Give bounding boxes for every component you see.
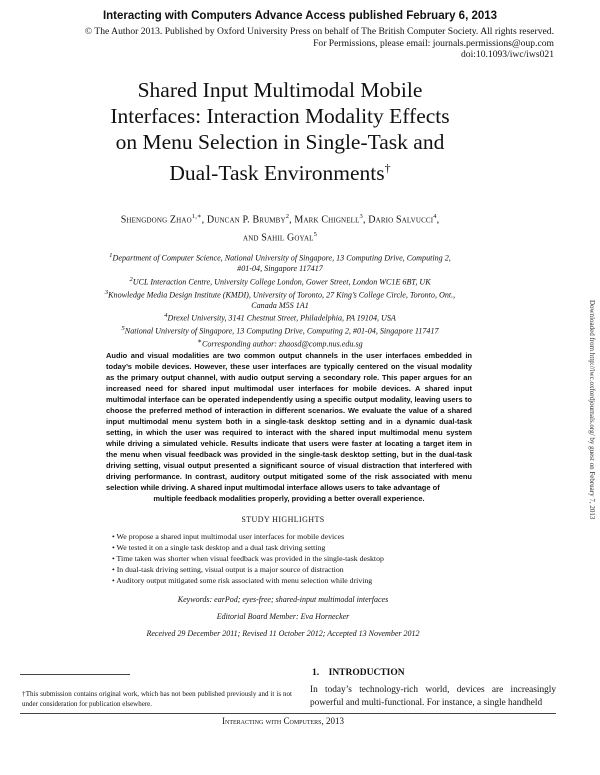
permissions-line: For Permissions, please email: journals.permissions@oup.com [313,37,554,49]
doi-line: doi:10.1093/iwc/iws021 [460,49,554,61]
title-line: Shared Input Multimodal Mobile [137,78,423,102]
paper-title [60,77,500,186]
highlight-item: • Auditory output mitigated some risk associated with menu selection while driving [112,575,552,586]
copyright-header [14,26,554,61]
abstract-last-line: multiple feedback modalities properly, providing a better overall experience. [153,494,425,503]
affiliation: #01-04, Singapore 117417 [237,264,323,274]
author-name: Shengdong Zhao [120,214,192,226]
author-name: Duncan P. Brumby [206,214,286,226]
keywords: Keywords: earPod; eyes-free; shared-input multimodal interfaces [177,595,389,604]
side-note-text: Downloaded from http://iwc.oxfordjournals.org/ by guest on February 7, 2013 [588,300,596,520]
intro-paragraph: In today’s technology-rich world, devices are increasingly powerful and multi-functional. For instance, a single handheld [310,685,556,708]
affil-number: 4 [164,312,168,320]
title-line [60,155,500,186]
author-sup: 5 [313,231,317,239]
author-list: Shengdong Zhao$^{1,∗}$, Duncan P. Brumby$^2$, Mark Chignell$^3$, Dario Salvucci$^4$, and Sahil Goyal$^5$ [120,213,440,244]
affiliation: Canada M5S 1A1 [251,300,309,310]
author-and: and [242,232,259,244]
affiliation: Department of Computer Science, National University of Singapore, 13 Computing Drive, Computing 2, [112,253,451,263]
author-sup: 4 [433,213,437,220]
abstract [106,350,472,504]
affil-number: 2 [129,275,133,283]
section-title: INTRODUCTION [328,668,405,678]
corresponding-author: Corresponding author: zhaosd@comp.nus.edu.sg [201,339,363,349]
highlight-item: • We tested it on a single task desktop and a dual task driving setting [112,542,552,553]
journal-footer: Interacting with Computers, 2013 [222,716,344,726]
section-heading [312,668,405,678]
affil-number: 5 [121,325,125,333]
footnote-rule [20,674,130,675]
highlights-list [112,531,552,586]
editorial-board-member: Editorial Board Member: Eva Hornecker [216,612,350,621]
author-sup: 1,∗ [191,213,202,220]
title-line: Interfaces: Interaction Modality Effects [110,104,450,128]
highlights-title: STUDY HIGHLIGHTS [241,515,325,524]
footnote: †This submission contains original work, which has not been published previously and it is not under consideration for publication elsewhere. [22,690,292,708]
journal-banner: Interacting with Computers Advance Access published February 6, 2013 [102,10,498,22]
author-name: Sahil Goyal [261,232,314,244]
abstract-body: Audio and visual modalities are two common output channels in the user interfaces embedded in today’s mobile devices. However, these user interfaces are typically centered on the visual modality as the primary output channel, with audio output serving a secondary role. This paper argues for an increased need for shared input multimodal user interfaces for mobile devices. A shared input multimodal interface can be operated independently using a specific output modality, leaving users to choose the preferred method of interaction in different scenarios. We evaluate the value of a shared input multimodal menu system both in a single-task desktop setting and in a dynamic dual-task setting, in which the user was required to interact with the shared input multimodal menu system while driving a simulated vehicle. Results indicate that users were faster at locating a target item in the menu when visual feedback was provided in the single-task desktop setting, but in the dual-task driving setting, visual output presented a significant source of visual distraction that interfered with driving performance. In contrast, auditory output mitigated some of the risk associated with menu selection while driving. A shared input multimodal interface allows users to take advantage of [106,351,472,492]
affil-number: 1 [109,252,113,259]
author-sup: 2 [285,213,290,220]
section-number: 1. [312,668,320,678]
highlight-item: • We propose a shared input multimodal user interfaces for mobile devices [112,531,552,542]
download-side-note [584,300,596,520]
title-line: on Menu Selection in Single-Task and [115,130,445,154]
footer-rule [20,713,556,714]
author-name: Dario Salvucci [368,214,434,226]
title-line-4: Dual-Task Environments [169,161,385,186]
affil-number: 3 [104,288,109,296]
affiliation: National University of Singapore, 13 Computing Drive, Computing 2, #01-04, Singapore 117417 [124,326,439,336]
copyright-line: © The Author 2013. Published by Oxford University Press on behalf of The British Computer Society. All rights reserved. [84,26,554,37]
affiliations [60,251,500,350]
affiliation: Drexel University, 3141 Chestnut Street, Philadelphia, PA 19104, USA [167,313,396,323]
received-dates: Received 29 December 2011; Revised 11 October 2012; Accepted 13 November 2012 [146,629,420,638]
corresponding-mark: ∗ [197,338,202,346]
highlight-item: • Time taken was shorter when visual feedback was provided in the single-task desktop [112,553,552,564]
highlight-item: • In dual-task driving setting, visual output is a major source of distraction [112,564,552,575]
author-name: Mark Chignell [294,214,360,226]
title-dagger: † [384,161,391,175]
author-sup: 3 [359,213,363,220]
affiliation: Knowledge Media Design Institute (KMDI), University of Toronto, 27 King’s College Circle, Toronto, Ont., [108,290,456,300]
affiliation: UCL Interaction Centre, University College London, Gower Street, London WC1E 6BT, UK [132,277,431,287]
